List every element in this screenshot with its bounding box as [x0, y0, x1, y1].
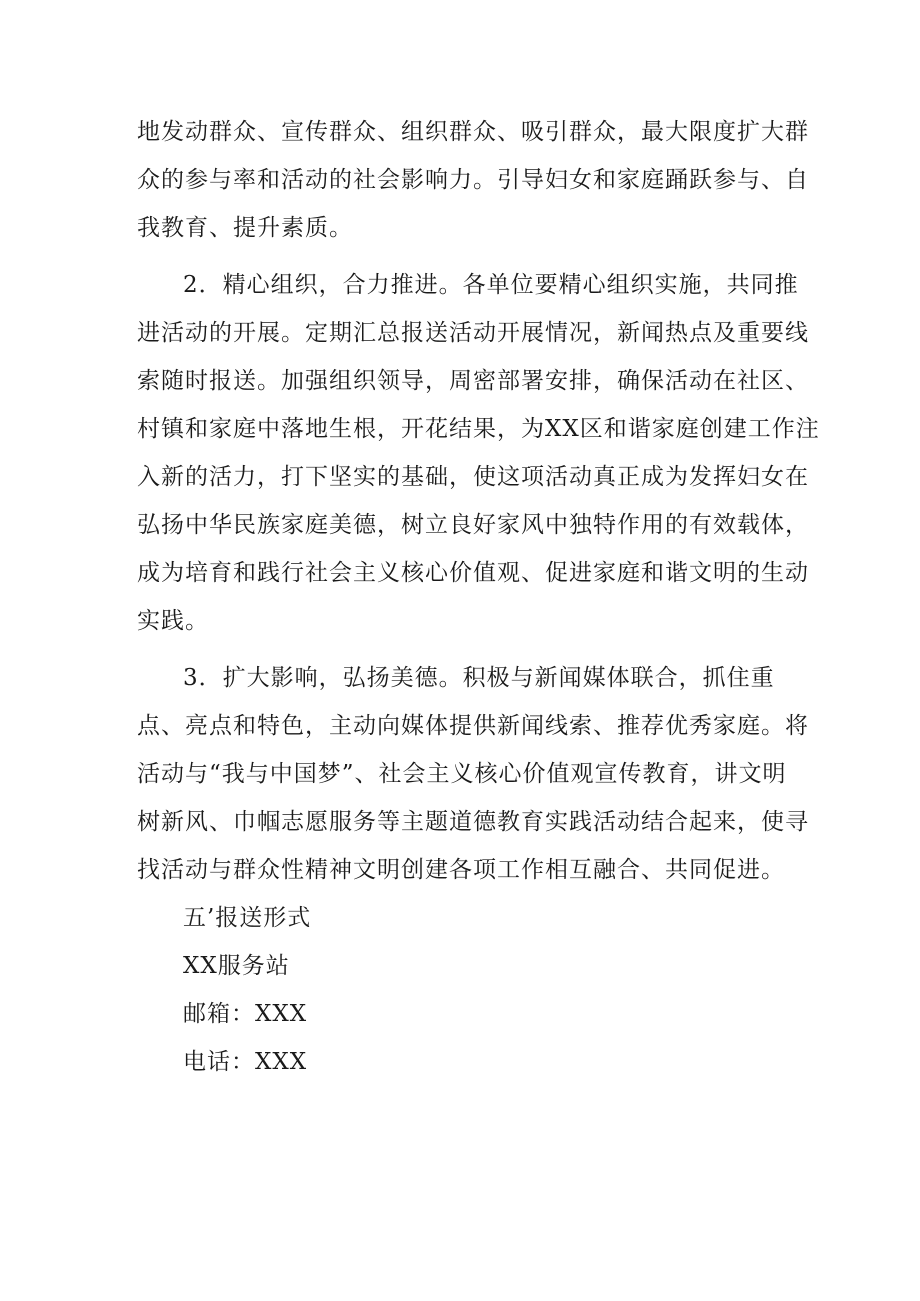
phone-line: 电话：XXX [183, 1049, 308, 1075]
text-line: 树新风、巾帼志愿服务等主题道德教育实践活动结合起来，使寻 [137, 809, 809, 835]
text-line: 找活动与群众性精神文明创建各项工作相互融合、共同促进。 [137, 857, 785, 883]
paragraph-1 [137, 108, 809, 252]
text-line: 众的参与率和活动的社会影响力。引导妇女和家庭踊跃参与、自 [137, 167, 809, 193]
service-station: XX服务站 [183, 953, 290, 979]
text-line: 弘扬中华民族家庭美德，树立良好家风中独特作用的有效载体， [137, 512, 809, 538]
text-line: 3．扩大影响，弘扬美德。积极与新闻媒体联合，抓住重 [183, 665, 775, 691]
text-line: 点、亮点和特色，主动向媒体提供新闻线索、推荐优秀家庭。将 [137, 713, 809, 739]
text-line: 地发动群众、宣传群众、组织群众、吸引群众，最大限度扩大群 [137, 119, 809, 145]
text-line: 成为培育和践行社会主义核心价值观、促进家庭和谐文明的生动 [137, 560, 809, 586]
text-line: 入新的活力，打下坚实的基础，使这项活动真正成为发挥妇女在 [137, 464, 809, 490]
section-heading: 五’报送形式 [183, 905, 312, 931]
paragraph-2 [137, 261, 820, 645]
text-line: 我教育、提升素质。 [137, 215, 353, 241]
email-line: 邮箱：XXX [183, 1001, 308, 1027]
document-body [137, 108, 820, 1086]
paragraph-3 [137, 654, 809, 894]
section-report-format [137, 894, 797, 1086]
text-line: 进活动的开展。定期汇总报送活动开展情况，新闻热点及重要线 [137, 320, 809, 346]
text-line: 索随时报送。加强组织领导，周密部署安排，确保活动在社区、 [137, 368, 809, 394]
text-line: 村镇和家庭中落地生根，开花结果，为XX区和谐家庭创建工作注 [137, 416, 820, 442]
text-line: 2．精心组织，合力推进。各单位要精心组织实施，共同推 [183, 272, 799, 298]
text-line: 实践。 [137, 608, 209, 634]
text-line: 活动与“我与中国梦”、社会主义核心价值观宣传教育，讲文明 [137, 761, 787, 787]
